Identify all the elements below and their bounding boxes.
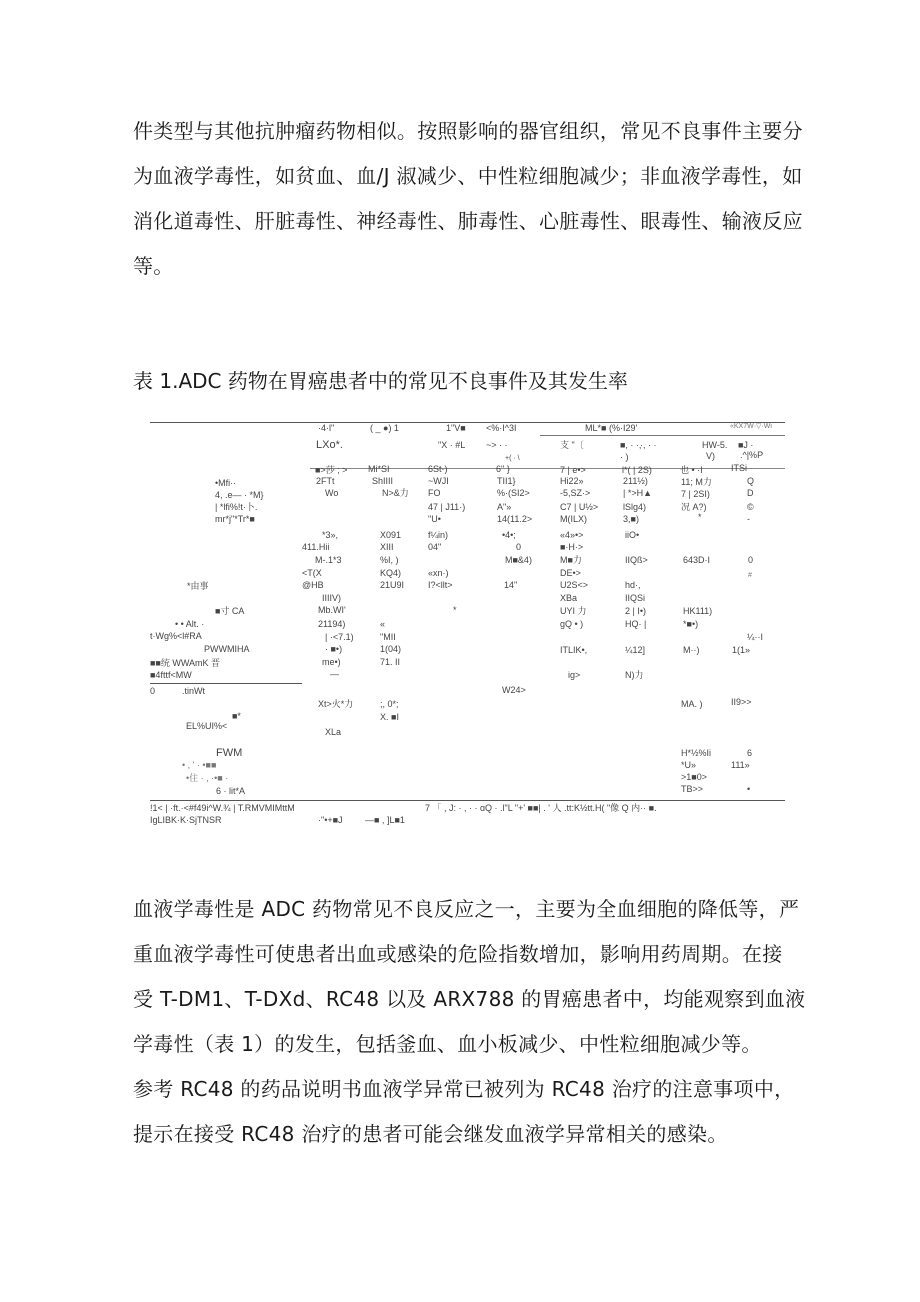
table-cell: @HB	[302, 580, 324, 590]
table-cell: 14"	[504, 580, 518, 590]
table-cell: 21194)	[318, 619, 346, 629]
table-cell: >1■0>	[681, 772, 707, 782]
table-cell: ¼··I	[747, 632, 764, 642]
table-cell: l*( | 2S)	[622, 465, 652, 475]
table-caption: 表 1.ADC 药物在胃癌患者中的常见不良事件及其发生率	[133, 369, 628, 393]
table-cell: «4»•>	[560, 530, 584, 540]
table-row-label: EL%UI%<	[186, 721, 228, 731]
table-cell: I?<llt>	[428, 580, 453, 590]
table-row-label: ■■统 WWAmK 晋	[150, 658, 221, 668]
body-line-1: 血液学毒性是 ADC 药物常见不良反应之一，主要为全血细胞的降低等，严	[133, 897, 800, 921]
table-row-label: • • Alt. ·	[175, 619, 205, 629]
table-cell: •4•;	[502, 530, 516, 540]
table-cell: "U•	[428, 514, 441, 524]
table-row-label: 6 · lit*A	[216, 786, 246, 796]
table-cell: TII1}	[497, 476, 516, 486]
table-cell: ITLIK•,	[560, 645, 588, 655]
table-cell: 111»	[731, 760, 750, 770]
table-cell: UYI 力	[560, 606, 587, 616]
table-cell: ¼12]	[625, 645, 646, 655]
intro-line-3: 消化道毒性、肝脏毒性、神经毒性、肺毒性、心脏毒性、眼毒性、输液反应	[133, 209, 803, 233]
table-header-cell: .^|%P	[740, 450, 764, 460]
table-cell: ShIIII	[372, 476, 394, 486]
table-header-cell: "X · #L	[438, 440, 466, 450]
table-cell: *3»,	[322, 530, 339, 540]
table-cell: | ·<7.1)	[325, 632, 354, 642]
table-footnote: !1< | ·ft.·<#f49i^W.¾ | T.RMVMIMttM	[150, 803, 295, 813]
table-footnote: 7 「 , J: · , · · ɑQ · .l"L "+' ■■| . ' 人 .tt:K½tt.H( "像 Q 内·· ■.	[425, 803, 657, 813]
table-cell: Xt>火*力	[318, 699, 354, 709]
intro-line-1: 件类型与其他抗肿瘤药物相似。按照影响的器官组织，常见不良事件主要分	[133, 119, 803, 143]
table-cell: HK111)	[683, 606, 713, 616]
table-cell: %·(SI2>	[497, 488, 530, 498]
table-cell: #	[748, 572, 752, 579]
table-cell: ig>	[568, 670, 581, 680]
table-cell: 04"	[428, 542, 442, 552]
intro-line-2: 为血液学毒性，如贫血、血/J 淑减少、中性粒细胞减少；非血液学毒性，如	[133, 164, 803, 188]
table-cell: 47 | J11·)	[428, 502, 466, 512]
table-cell: 1(04)	[380, 644, 402, 654]
table-cell: "MII	[380, 632, 396, 642]
table-cell: | *>H▲	[623, 488, 653, 498]
table-row-label: | *lfi%!t·卜.	[215, 502, 258, 512]
table-cell: ©	[747, 502, 754, 512]
table-cell: -5,SZ·>	[560, 488, 591, 498]
table-cell: 643D·I	[683, 555, 711, 565]
table-cell: ■>莎 ; >	[315, 465, 348, 475]
table-cell: 411.Hii	[302, 542, 330, 552]
table-cell: 2 | I•)	[625, 606, 646, 616]
table-header-rule	[540, 435, 785, 436]
table-row-label: mr*j"*Tr*■	[215, 514, 255, 524]
table-cell: f¼in)	[428, 530, 449, 540]
table-cell: Wo	[325, 488, 339, 498]
table-header-cell: V)	[706, 451, 715, 461]
table-row-label: ■寸 CA	[215, 606, 245, 616]
table-cell: IIQß>	[625, 555, 648, 565]
table-footnote: ·"•+■J	[318, 815, 343, 825]
table-cell: 6St·)	[428, 464, 448, 474]
table-row-label: *由事	[187, 581, 209, 591]
table-cell: 14(11.2>	[497, 514, 533, 524]
table-cell: XIII	[380, 542, 394, 552]
table-cell: 211½)	[623, 476, 648, 486]
table-cell: M(ILX)	[560, 514, 587, 524]
table-cell: Q	[747, 476, 755, 486]
body-line-5: 参考 RC48 的药品说明书血液学异常已被列为 RC48 治疗的注意事项中，	[133, 1077, 795, 1101]
table-header-cell: ~> · ·	[486, 440, 508, 450]
table-cell: HQ· |	[625, 619, 647, 629]
table-cell: Hi22»	[560, 476, 584, 486]
table-row-label: ■*	[232, 711, 241, 721]
table-cell: •	[747, 784, 751, 794]
table-cell: %I, )	[380, 555, 399, 565]
table-cell: N>&力	[382, 488, 409, 498]
table-cell: *U»	[681, 760, 697, 770]
table-row-label: 0	[150, 686, 156, 696]
table-cell: Mi*SI	[368, 464, 390, 474]
table-cell: <T(X	[302, 568, 322, 578]
table-header-cell: LXo*.	[316, 439, 343, 451]
table-cell: 3,■)	[623, 514, 639, 524]
table-cell: H*½%Ii	[681, 748, 712, 758]
table-cell: 2FTt	[316, 476, 335, 486]
table-header-cell: <%·I^3I	[486, 423, 517, 433]
table-cell: 7 | e•>	[560, 465, 586, 475]
table-header-cell: ■J ·	[738, 440, 754, 450]
table-header-cell: 1"V■	[446, 423, 466, 433]
body-line-6: 提示在接受 RC48 治疗的患者可能会继发血液学异常相关的感染。	[133, 1122, 728, 1146]
table-cell: —	[330, 669, 339, 679]
table-footnote: IgLIBK·K·SjTNSR	[150, 815, 222, 825]
body-line-4: 学毒性（表 1）的发生，包括釜血、血小板减少、中性粒细胞减少等。	[133, 1032, 762, 1056]
table-cell: 1(1»	[732, 645, 751, 655]
table-header-cell: · )	[620, 452, 629, 462]
table-cell: ;, 0*;	[380, 699, 399, 709]
table-cell: · ■•)	[325, 644, 343, 654]
table-cell: FO	[428, 488, 441, 498]
table-row-label: • , ' · •■■	[182, 760, 217, 770]
table-cell: ITSi	[731, 463, 748, 473]
table-cell: *	[698, 512, 702, 522]
table-row-label: •住 · , ·•■ ·	[186, 773, 229, 783]
table-cell: lSlg4)	[623, 502, 647, 512]
table-cell: Mb.WI'	[318, 605, 346, 615]
table-cell: M··)	[683, 645, 700, 655]
table-cell: 7 | 2SI)	[681, 489, 710, 499]
body-paragraph	[133, 887, 806, 1157]
table-header-cell: ·, · ·	[640, 440, 657, 450]
table-cell: 21U9I	[380, 580, 405, 590]
table-cell: II9>>	[731, 697, 752, 707]
table-cell: M■&4)	[505, 555, 532, 565]
table-cell: *	[453, 605, 457, 615]
table-cell: iiO•	[625, 530, 640, 540]
table-cell: TB>>	[681, 784, 704, 794]
table-cell: X091	[380, 530, 402, 540]
table-row-label: 4, .e— · *M}	[215, 490, 264, 500]
table-cell: X. ■I	[380, 712, 399, 722]
table-mid-rule	[150, 683, 302, 684]
table-cell: IIIIV)	[322, 593, 342, 603]
table-row-label: FWM	[216, 747, 243, 759]
table-header-cell: HW-5.	[702, 440, 728, 450]
table-cell: gQ • )	[560, 619, 584, 629]
body-line-3: 受 T-DM1、T-DXd、RC48 以及 ARX788 的胃癌患者中，均能观察到血液	[133, 987, 806, 1011]
table-cell: 也 • ·I	[680, 465, 703, 475]
table-cell: N)力	[625, 670, 644, 680]
table-cell: C7 | U½>	[560, 502, 599, 512]
table-header-cell: +( · \	[505, 455, 520, 462]
table-bottom-rule	[150, 800, 785, 801]
table-header-cell: ML*■ (%·I29'	[585, 423, 638, 433]
table-cell: M-.1*3	[315, 555, 342, 565]
table-cell: 况 A?)	[681, 502, 707, 512]
table-cell: 11; M力	[681, 477, 712, 487]
table-cell: XBa	[560, 593, 578, 603]
table-cell: -	[747, 514, 750, 524]
table-cell: XLa	[325, 727, 342, 737]
body-line-2: 重血液学毒性可使患者出血或感染的危险指数增加，影响用药周期。在接	[133, 942, 783, 966]
table-header-cell: ( _ ●) 1	[370, 423, 399, 433]
table-cell: A"»	[497, 502, 512, 512]
table-cell: ■·H·>	[560, 542, 584, 552]
table-cell: «xn·)	[428, 568, 449, 578]
table-cell: ~WJI	[428, 476, 449, 486]
table-cell: U2S<>	[560, 580, 589, 590]
intro-line-4: 等。	[133, 254, 174, 278]
table-header-cell: «KX7W·▽·Wi	[730, 423, 772, 430]
table-cell: MA. )	[681, 699, 703, 709]
garbled-table	[150, 420, 785, 830]
table-row-label: PWWMIHA	[204, 644, 250, 654]
table-row-label: t·Wg%<l#RA	[150, 631, 202, 641]
table-row-label: ■4fttf<MW	[150, 670, 192, 680]
table-cell: DE•>	[560, 568, 581, 578]
table-cell: M■力	[560, 555, 582, 565]
table-cell: W24>	[502, 685, 526, 695]
table-header-cell: ■, · ·,	[620, 440, 642, 450]
table-cell: me•)	[322, 657, 341, 667]
table-cell: hd·,	[625, 580, 641, 590]
table-cell: «	[380, 619, 386, 629]
table-footnote: —■ , ]L■1	[365, 815, 405, 825]
table-cell: 6" }	[496, 464, 510, 474]
table-cell: 0	[516, 542, 522, 552]
table-row-label: .tinWt	[182, 686, 206, 696]
table-cell: D	[747, 488, 754, 498]
table-top-rule	[150, 422, 785, 423]
table-cell: *■•)	[683, 619, 699, 629]
table-header-cell: 支 "〔	[560, 440, 584, 450]
table-cell: 71. II	[380, 657, 401, 667]
table-cell: IIQSi	[625, 593, 646, 603]
table-cell: 0	[748, 555, 754, 565]
table-header-cell: ·4·l"	[318, 423, 335, 433]
table-cell: KQ4)	[380, 568, 402, 578]
table-row-label: •Mfi··	[215, 478, 237, 488]
table-cell: 6	[747, 748, 753, 758]
intro-paragraph	[133, 109, 803, 289]
